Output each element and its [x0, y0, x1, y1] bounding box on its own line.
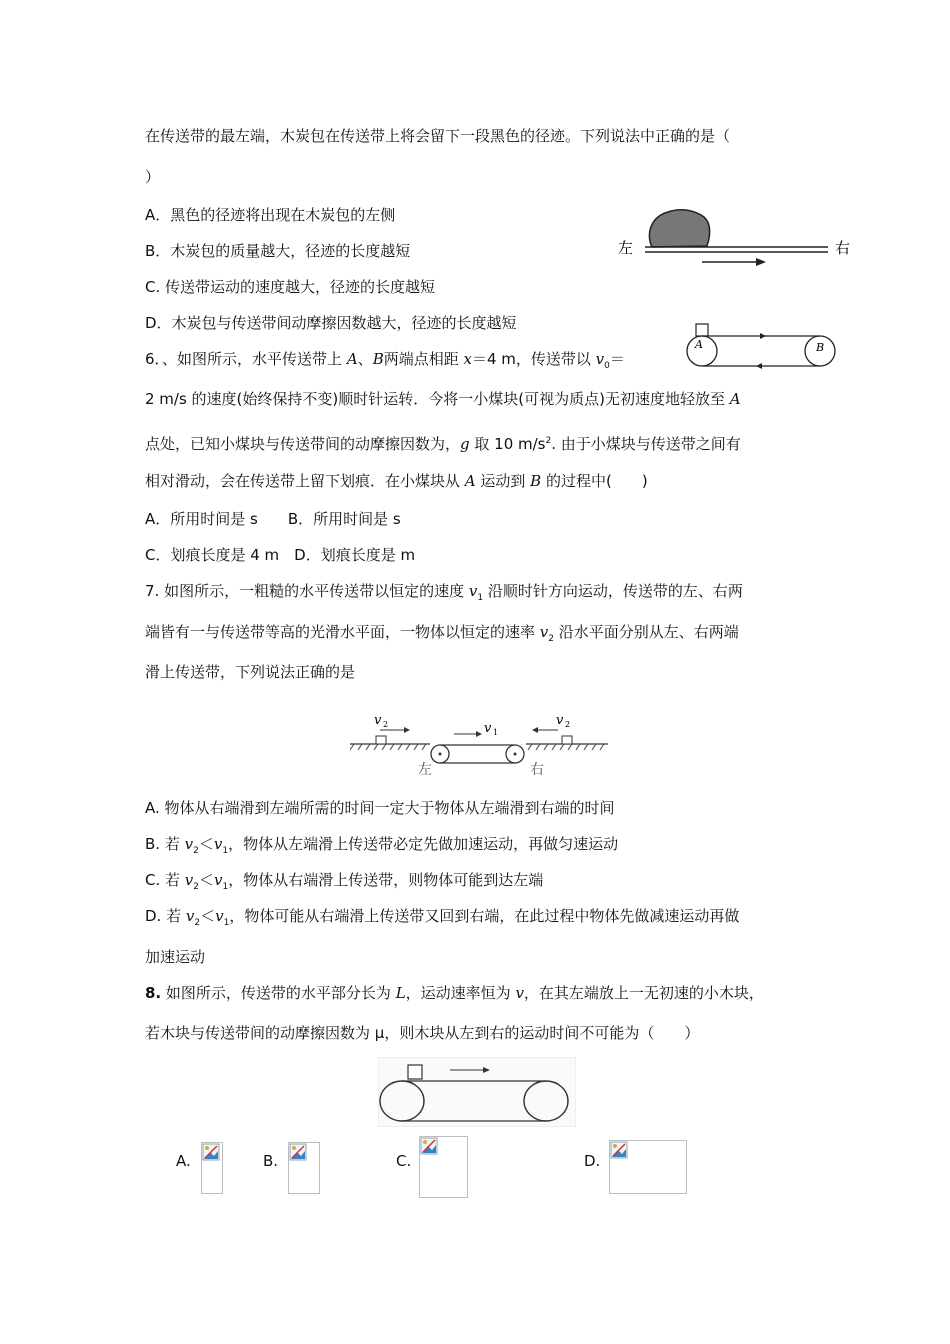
q8-stem-line1: 8. 如图所示，传送带的水平部分长为 L，运动速率恒为 v，在其左端放上一无初速的小木块，	[145, 984, 764, 1002]
v1-label: v	[484, 721, 492, 736]
q6-stem-line3: 点处，已知小煤块与传送带间的动摩擦因数为，g 取 10 $m/s^2$. 由于小煤块与传送带之间有	[145, 435, 741, 453]
q6-stem-line4: 相对滑动，会在传送带上留下划痕．在小煤块从 A 运动到 B 的过程中( )	[145, 472, 648, 490]
q8-option-d-image	[609, 1140, 687, 1194]
right-ground-hatch	[528, 744, 604, 750]
q5-option-c: C. 传送带运动的速度越大，径迹的长度越短	[145, 278, 436, 296]
q8-conveyor-figure	[378, 1057, 576, 1127]
q6-stem-line2: 2 m/s 的速度(始终保持不变)顺时针运转．今将一小煤块(可视为质点)无初速度地轻放至 A	[145, 390, 741, 408]
q7-conveyor-figure	[350, 708, 610, 780]
fig-right-label: 右	[530, 762, 544, 778]
right-v2-label: v	[556, 713, 564, 728]
q5-option-a: A．黑色的径迹将出现在木炭包的左侧	[145, 206, 396, 224]
q7-option-a: A. 物体从右端滑到左端所需的时间一定大于物体从左端滑到右端的时间	[145, 799, 615, 817]
q7-stem-line3: 滑上传送带，下列说法正确的是	[145, 663, 356, 681]
broken-image-icon	[420, 1137, 438, 1155]
right-v2-sub: 2	[565, 720, 571, 729]
v1-sub: 1	[493, 728, 499, 737]
q5-stem-line1: 在传送带的最左端，木炭包在传送带上将会留下一段黑色的径迹。下列说法中正确的是（	[145, 127, 731, 145]
q7-option-b: B. 若 $v_2<v_1$，物体从左端滑上传送带必定先做加速运动，再做匀速运动	[145, 835, 619, 856]
coal-block-shape	[696, 324, 708, 336]
fig-left-label: 左	[418, 762, 432, 778]
q6-options-ab: A．所用时间是 s B．所用时间是 s	[145, 510, 401, 528]
q5-conveyor-figure	[610, 203, 855, 268]
left-v2-sub: 2	[383, 720, 389, 729]
label-a: A	[695, 338, 703, 351]
wood-block-shape	[408, 1065, 422, 1079]
q5-option-d: D．木炭包与传送带间动摩擦因数越大，径迹的长度越短	[145, 314, 517, 332]
broken-image-icon	[202, 1143, 220, 1161]
q8-option-d-label: D.	[584, 1152, 601, 1170]
q5-stem-line2: ）	[145, 168, 161, 186]
left-block-shape	[376, 736, 386, 744]
bottom-arrow-head	[756, 363, 762, 369]
v1-arrow-head	[476, 731, 482, 737]
q7-stem-line2: 端皆有一与传送带等高的光滑水平面，一物体以恒定的速率 $v_2$ 沿水平面分别从左、右两端	[145, 623, 739, 644]
broken-image-icon	[289, 1143, 307, 1161]
q8-option-b-label: B.	[263, 1152, 279, 1170]
right-v2-arrow-head	[532, 727, 538, 733]
motion-arrow-head	[756, 258, 766, 266]
q7-stem-line1: 7. 如图所示，一粗糙的水平传送带以恒定的速度 $v_1$ 沿顺时针方向运动，传送带的左、右两	[145, 582, 743, 603]
fig-right-label: 右	[835, 239, 851, 257]
top-arrow-head	[760, 333, 766, 339]
q7-option-d: D. 若 $v_2<v_1$，物体可能从右端滑上传送带又回到右端，在此过程中物体先做减速运动再做	[145, 907, 740, 928]
q8-option-a-label: A.	[176, 1152, 191, 1170]
left-ground-hatch	[350, 744, 426, 750]
fig-left-label: 左	[618, 239, 634, 257]
q8-option-a-image	[201, 1142, 223, 1194]
left-v2-arrow-head	[404, 727, 410, 733]
q8-stem-line2: 若木块与传送带间的动摩擦因数为 μ，则木块从左到右的运动时间不可能为（ ）	[145, 1024, 700, 1042]
q7-option-d-line2: 加速运动	[145, 948, 206, 966]
q5-option-b: B．木炭包的质量越大，径迹的长度越短	[145, 242, 411, 260]
q6-conveyor-figure	[680, 320, 842, 370]
charcoal-block-shape	[649, 210, 709, 247]
q8-option-c-image	[419, 1136, 468, 1198]
q7-option-c: C. 若 $v_2<v_1$，物体从右端滑上传送带，则物体可能到达左端	[145, 871, 544, 892]
q8-option-b-image	[288, 1142, 320, 1194]
q6-stem-line1: 6．、如图所示，水平传送带上 A、B两端点相距 x＝4 m，传送带以 $v_0=$	[145, 350, 625, 371]
q8-option-c-label: C.	[396, 1152, 412, 1170]
label-b: B	[816, 341, 825, 354]
q6-options-cd: C．划痕长度是 4 m D．划痕长度是 m	[145, 546, 416, 564]
broken-image-icon	[610, 1141, 628, 1159]
left-v2-label: v	[374, 713, 382, 728]
right-block-shape	[562, 736, 572, 744]
